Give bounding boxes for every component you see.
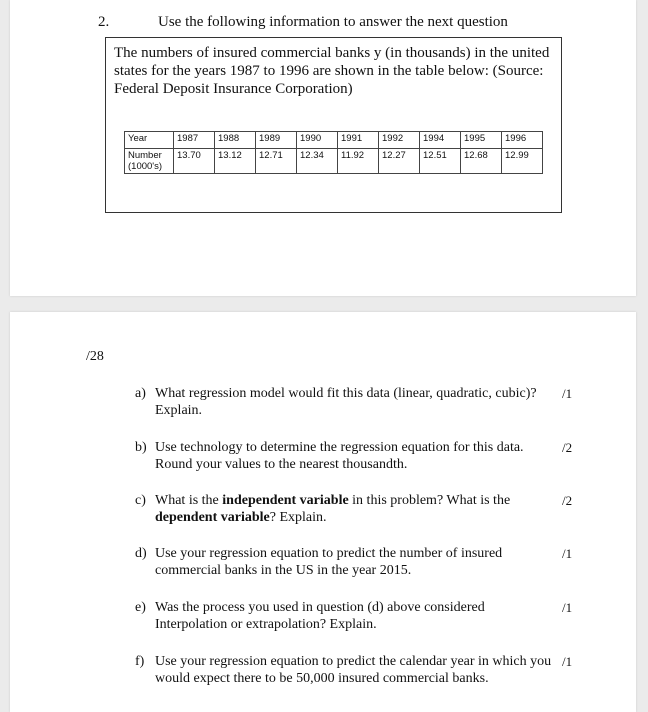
subquestion-text-part: Was the process you used in question (d) above considered Interpolation or extrapolation? Explain. bbox=[155, 600, 485, 632]
subquestion-text-part: What is the bbox=[155, 493, 223, 508]
number-header bbox=[125, 149, 174, 174]
independent-variable-term: independent variable bbox=[222, 493, 349, 508]
year-cell: 1989 bbox=[256, 132, 297, 149]
year-cell: 1996 bbox=[502, 132, 543, 149]
mark-e: /1 bbox=[562, 600, 573, 615]
subquestion-text-part: Use your regression equation to predict the number of insured commercial banks in the US in the year 2015. bbox=[155, 546, 503, 578]
number-cell: 12.99 bbox=[502, 149, 543, 174]
question-intro: Use the following information to answer the next question bbox=[158, 14, 508, 30]
subquestion-c bbox=[135, 492, 555, 526]
number-cell: 13.12 bbox=[215, 149, 256, 174]
number-cell: 11.92 bbox=[338, 149, 379, 174]
year-cell: 1992 bbox=[379, 132, 420, 149]
subquestion-text-part: in this problem? What is the bbox=[348, 493, 511, 508]
mark-b: /2 bbox=[562, 440, 573, 455]
subquestion-text-part: ? Explain. bbox=[269, 510, 327, 525]
number-row bbox=[125, 149, 543, 174]
number-header-line1: Number bbox=[128, 150, 162, 161]
number-cell: 12.51 bbox=[420, 149, 461, 174]
year-cell: 1991 bbox=[338, 132, 379, 149]
mark-d: /1 bbox=[562, 546, 573, 561]
number-cell: 12.71 bbox=[256, 149, 297, 174]
subquestion-d bbox=[135, 545, 555, 579]
number-header-line2: (1000's) bbox=[128, 161, 163, 172]
subquestion-letter: e) bbox=[135, 600, 146, 615]
year-cell: 1994 bbox=[420, 132, 461, 149]
subquestion-text-part: Use your regression equation to predict the calendar year in which you would expect there to be 50,000 insured commercial banks. bbox=[155, 654, 552, 686]
info-text: The numbers of insured commercial banks y (in thousands) in the united states for the years 1987 to 1996 are shown in the table below: (Source: Federal Deposit Insurance Corporation) bbox=[114, 45, 550, 97]
subquestion-letter: c) bbox=[135, 493, 146, 508]
subquestion-text-part: Use technology to determine the regression equation for this data. Round your values to the nearest thousandth. bbox=[155, 440, 524, 472]
subquestion-letter: d) bbox=[135, 546, 147, 561]
subquestion-letter: b) bbox=[135, 440, 147, 455]
subquestion-b bbox=[135, 439, 555, 473]
subquestion-letter: a) bbox=[135, 386, 146, 401]
subquestion-f bbox=[135, 653, 555, 687]
data-table bbox=[124, 131, 543, 174]
mark-c: /2 bbox=[562, 493, 573, 508]
subquestion-text bbox=[155, 599, 555, 633]
subquestion-letter: f) bbox=[135, 654, 145, 669]
year-cell: 1995 bbox=[461, 132, 502, 149]
number-cell: 12.27 bbox=[379, 149, 420, 174]
year-cell: 1987 bbox=[174, 132, 215, 149]
number-cell: 13.70 bbox=[174, 149, 215, 174]
subquestion-text bbox=[155, 439, 555, 473]
subquestion-text bbox=[155, 653, 555, 687]
number-cell: 12.68 bbox=[461, 149, 502, 174]
subquestion-text bbox=[155, 545, 555, 579]
question-number: 2. bbox=[98, 14, 110, 30]
year-header: Year bbox=[125, 132, 174, 149]
subquestion-text-part: What regression model would fit this data (linear, quadratic, cubic)? Explain. bbox=[155, 386, 537, 418]
question-page-bottom bbox=[10, 312, 636, 712]
year-cell: 1988 bbox=[215, 132, 256, 149]
question-page-top bbox=[10, 0, 636, 296]
mark-f: /1 bbox=[562, 654, 573, 669]
subquestion-a bbox=[135, 385, 555, 419]
mark-a: /1 bbox=[562, 386, 573, 401]
year-cell: 1990 bbox=[297, 132, 338, 149]
subquestion-text bbox=[155, 492, 555, 526]
total-marks: /28 bbox=[86, 349, 104, 364]
info-box bbox=[105, 37, 562, 213]
dependent-variable-term: dependent variable bbox=[155, 510, 270, 525]
year-row bbox=[125, 132, 543, 149]
subquestion-e bbox=[135, 599, 555, 633]
number-cell: 12.34 bbox=[297, 149, 338, 174]
subquestion-text bbox=[155, 385, 555, 419]
